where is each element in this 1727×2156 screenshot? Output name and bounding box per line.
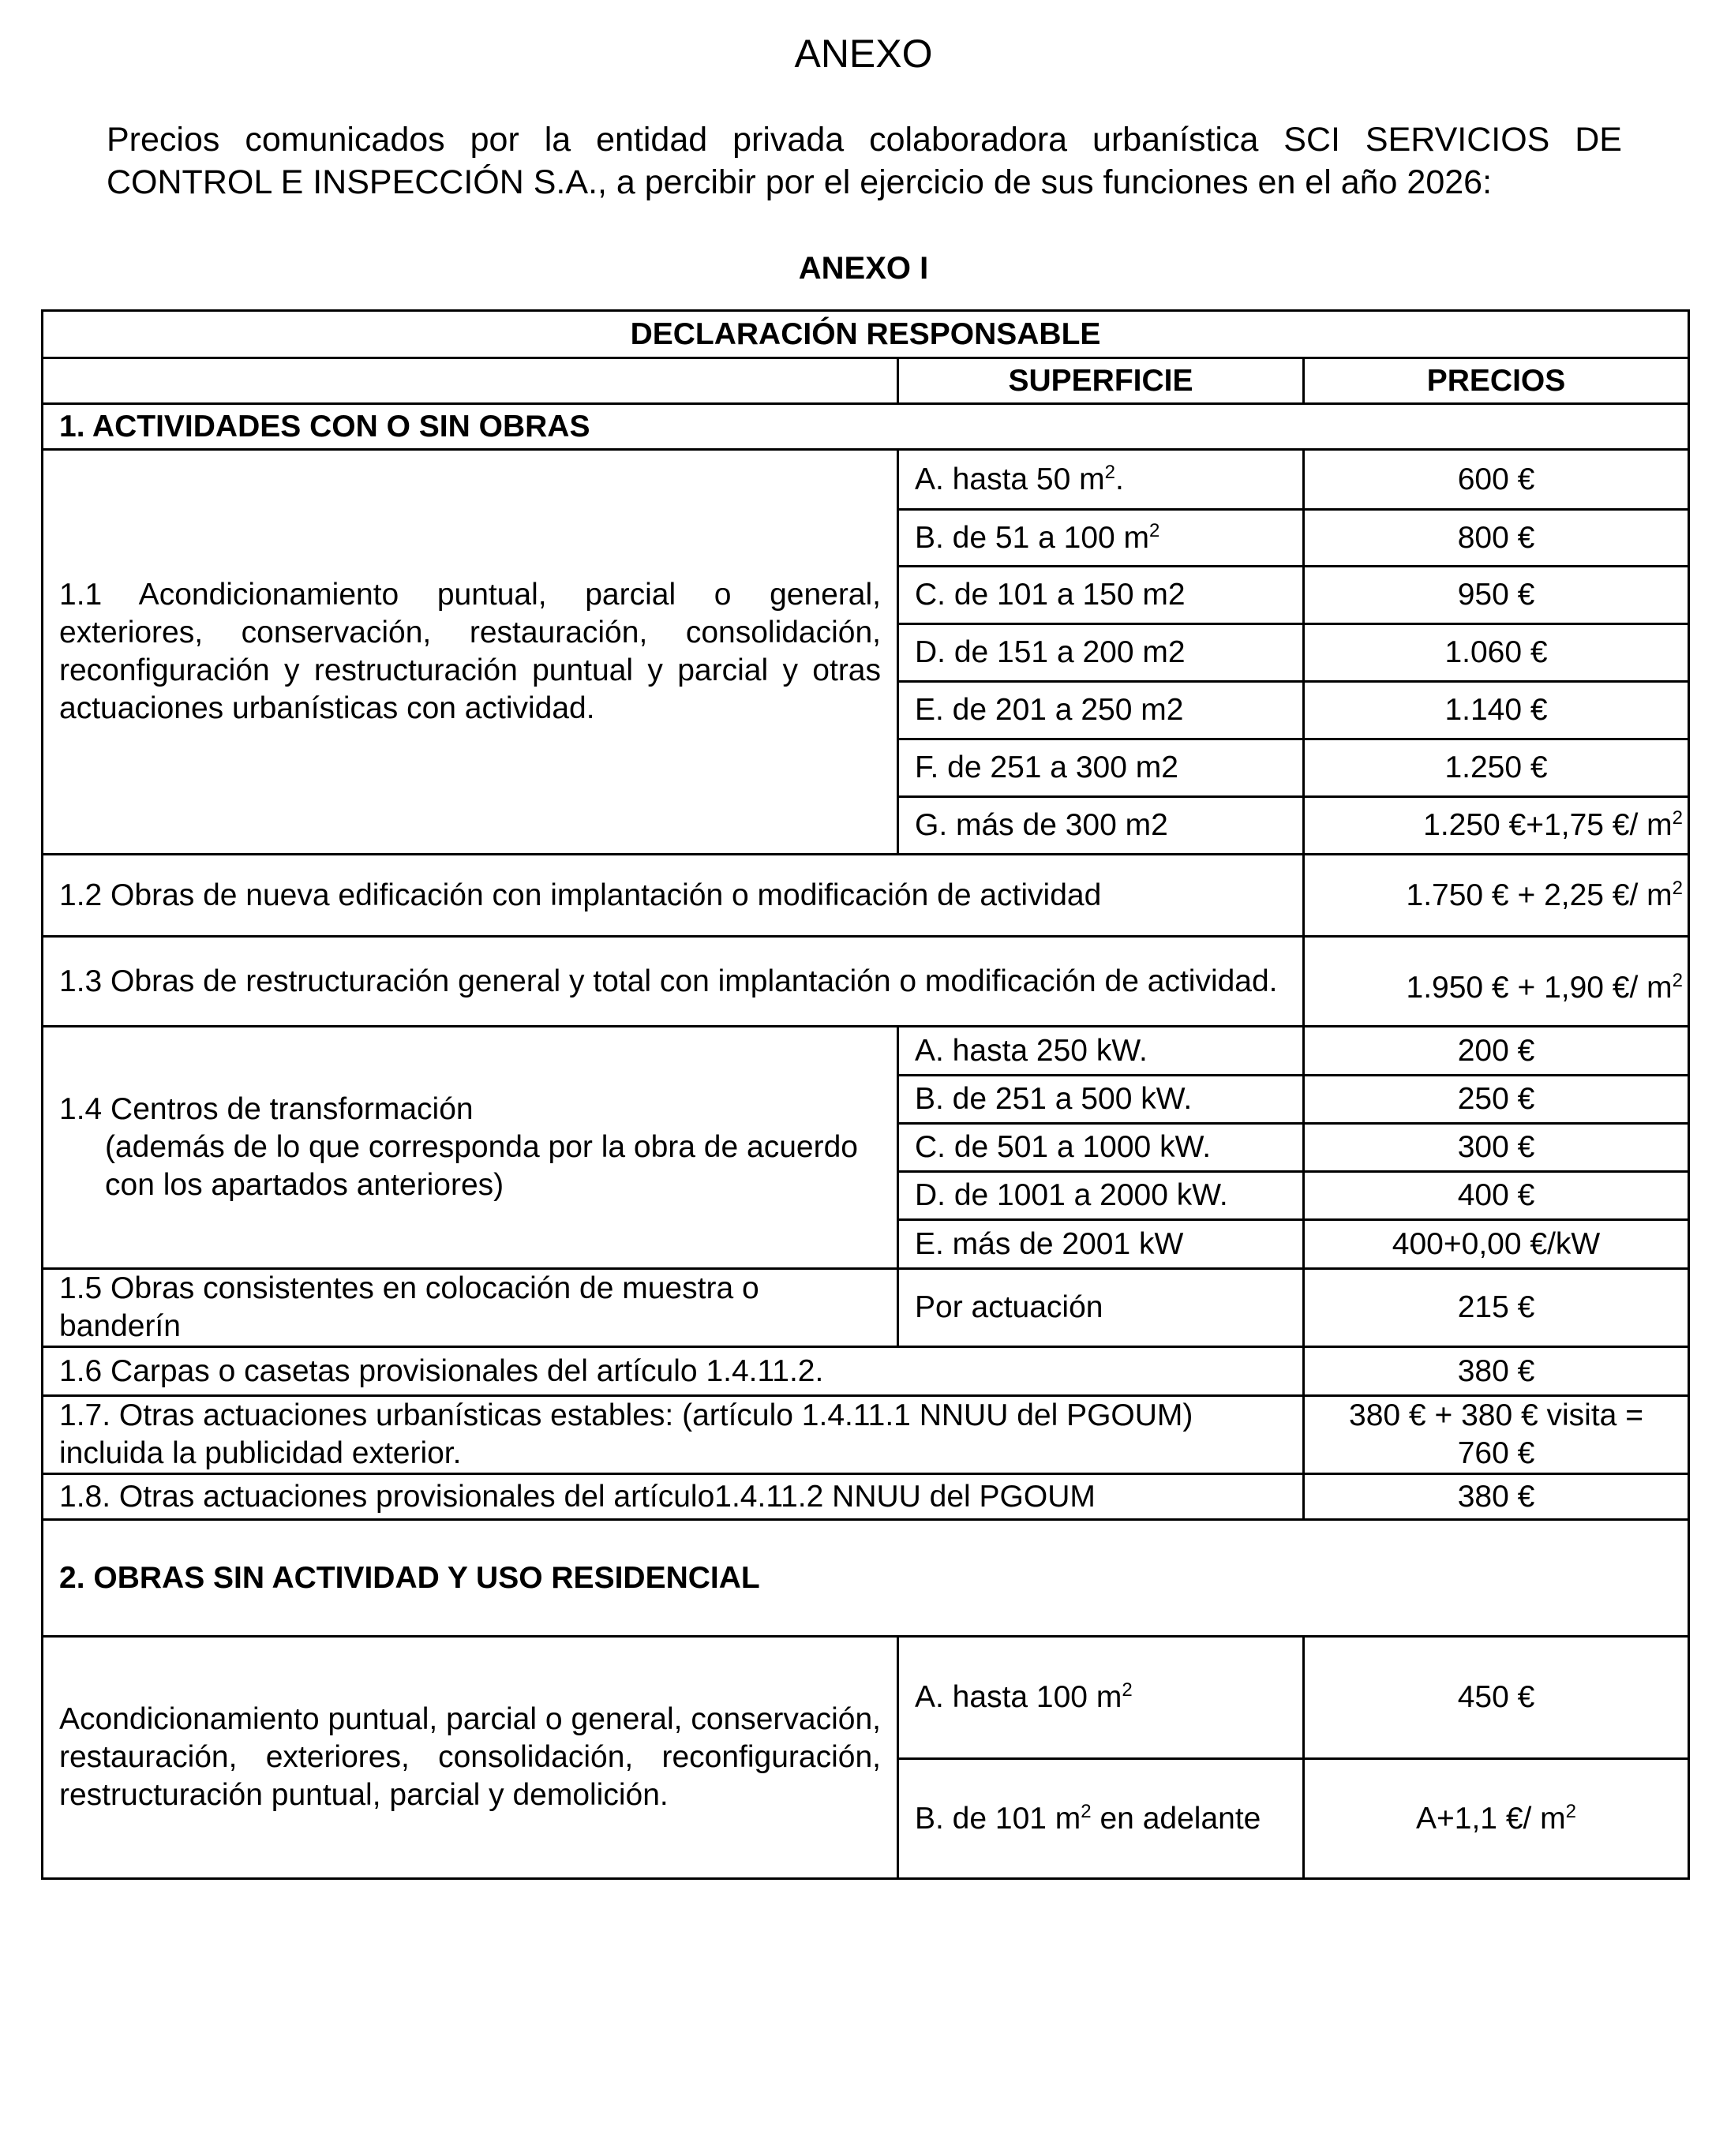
- table-row: [43, 937, 1689, 1027]
- item-1-1-precio-a: 600 €: [1304, 450, 1689, 510]
- header-empty-cell: [43, 358, 898, 404]
- item-1-1-superficie-e: E. de 201 a 250 m2: [898, 682, 1304, 739]
- item-1-1-precio-e: 1.140 €: [1304, 682, 1689, 739]
- header-precios: PRECIOS: [1304, 358, 1689, 404]
- annex-subtitle: ANEXO I: [798, 251, 929, 286]
- section-2-heading: 2. OBRAS SIN ACTIVIDAD Y USO RESIDENCIAL: [43, 1520, 1689, 1637]
- section-2-description: Acondicionamiento puntual, parcial o general, conservación, restauración, exteriores, consolidación, reconfiguración, restructuración puntual, parcial y demolición.: [43, 1637, 898, 1879]
- price-table: [41, 309, 1690, 1880]
- table-header-row: [43, 358, 1689, 404]
- item-1-1-superficie-f: F. de 251 a 300 m2: [898, 739, 1304, 797]
- item-1-4-title: 1.4 Centros de transformación: [59, 1092, 474, 1126]
- item-1-8-precio: 380 €: [1304, 1474, 1689, 1520]
- section-2-superficie-b: B. de 101 $m^2$ en adelante: [898, 1759, 1304, 1879]
- table-row: [43, 1637, 1689, 1759]
- table-row: [43, 1396, 1689, 1474]
- item-1-4-superficie-e: E. más de 2001 kW: [898, 1220, 1304, 1269]
- item-1-1-superficie-g: G. más de 300 m2: [898, 797, 1304, 855]
- table-caption: DECLARACIÓN RESPONSABLE: [43, 311, 1689, 358]
- item-1-4-superficie-b: B. de 251 a 500 kW.: [898, 1076, 1304, 1124]
- item-1-3-description: 1.3 Obras de restructuración general y total con implantación o modificación de actividad.: [43, 937, 1304, 1027]
- item-1-1-superficie-c: C. de 101 a 150 m2: [898, 567, 1304, 624]
- item-1-5-description: 1.5 Obras consistentes en colocación de muestra o banderín: [43, 1269, 898, 1347]
- item-1-1-precio-d: 1.060 €: [1304, 624, 1689, 682]
- item-1-1-precio-g: 1.250 €+1,75 €/ $m^2$: [1304, 797, 1689, 855]
- table-row: [43, 1027, 1689, 1076]
- header-superficie: SUPERFICIE: [898, 358, 1304, 404]
- section-2-precio-b: A+1,1 €/ $m^2$: [1304, 1759, 1689, 1879]
- table-row: [43, 1347, 1689, 1396]
- item-1-2-precio: 1.750 € + 2,25 €/ $m^2$: [1304, 855, 1689, 937]
- item-1-1-precio-b: 800 €: [1304, 510, 1689, 567]
- section-1-heading: 1. ACTIVIDADES CON O SIN OBRAS: [43, 404, 1689, 450]
- item-1-4-superficie-a: A. hasta 250 kW.: [898, 1027, 1304, 1076]
- item-1-1-precio-c: 950 €: [1304, 567, 1689, 624]
- item-1-4-precio-a: 200 €: [1304, 1027, 1689, 1076]
- item-1-1-superficie-d: D. de 151 a 200 m2: [898, 624, 1304, 682]
- item-1-1-description: 1.1 Acondicionamiento puntual, parcial o general, exteriores, conservación, restauración, consolidación, reconfiguración y restructuración puntual y parcial y otras actuaciones urbanísticas con actividad.: [43, 450, 898, 855]
- item-1-6-description: 1.6 Carpas o casetas provisionales del artículo 1.4.11.2.: [43, 1347, 1304, 1396]
- item-1-4-description: [43, 1027, 898, 1269]
- item-1-4-precio-c: 300 €: [1304, 1124, 1689, 1172]
- section-2-precio-a: 450 €: [1304, 1637, 1689, 1759]
- item-1-1-superficie-a: A. hasta 50 $m^2$.: [898, 450, 1304, 510]
- item-1-4-precio-e: 400+0,00 €/kW: [1304, 1220, 1689, 1269]
- item-1-1-precio-f: 1.250 €: [1304, 739, 1689, 797]
- item-1-4-note: (además de lo que corresponda por la obra de acuerdo con los apartados anteriores): [105, 1130, 858, 1202]
- item-1-3-precio: 1.950 € + 1,90 €/ $m^2$: [1304, 937, 1689, 1027]
- table-row: [43, 855, 1689, 937]
- item-1-1-superficie-b: B. de 51 a 100 $m^2$: [898, 510, 1304, 567]
- section-2-superficie-a: A. hasta 100 $m^2$: [898, 1637, 1304, 1759]
- table-row: [43, 1474, 1689, 1520]
- item-1-5-superficie: Por actuación: [898, 1269, 1304, 1347]
- item-1-8-description: 1.8. Otras actuaciones provisionales del artículo1.4.11.2 NNUU del PGOUM: [43, 1474, 1304, 1520]
- item-1-5-precio: 215 €: [1304, 1269, 1689, 1347]
- table-row: [43, 450, 1689, 510]
- table-caption-row: [43, 311, 1689, 358]
- item-1-4-precio-b: 250 €: [1304, 1076, 1689, 1124]
- table-row: [43, 1269, 1689, 1347]
- item-1-4-superficie-d: D. de 1001 a 2000 kW.: [898, 1172, 1304, 1220]
- section-1-heading-row: [43, 404, 1689, 450]
- item-1-7-description: 1.7. Otras actuaciones urbanísticas estables: (artículo 1.4.11.1 NNUU del PGOUM) incluida la publicidad exterior.: [43, 1396, 1304, 1474]
- item-1-2-description: 1.2 Obras de nueva edificación con implantación o modificación de actividad: [43, 855, 1304, 937]
- item-1-4-precio-d: 400 €: [1304, 1172, 1689, 1220]
- document-title: ANEXO: [794, 32, 933, 76]
- item-1-7-precio: 380 € + 380 € visita = 760 €: [1304, 1396, 1689, 1474]
- item-1-4-superficie-c: C. de 501 a 1000 kW.: [898, 1124, 1304, 1172]
- section-2-heading-row: [43, 1520, 1689, 1637]
- item-1-6-precio: 380 €: [1304, 1347, 1689, 1396]
- intro-paragraph: Precios comunicados por la entidad privada colaboradora urbanística SCI SERVICIOS DE CONTROL E INSPECCIÓN S.A., a percibir por el ejercicio de sus funciones en el año 2026:: [107, 121, 1622, 201]
